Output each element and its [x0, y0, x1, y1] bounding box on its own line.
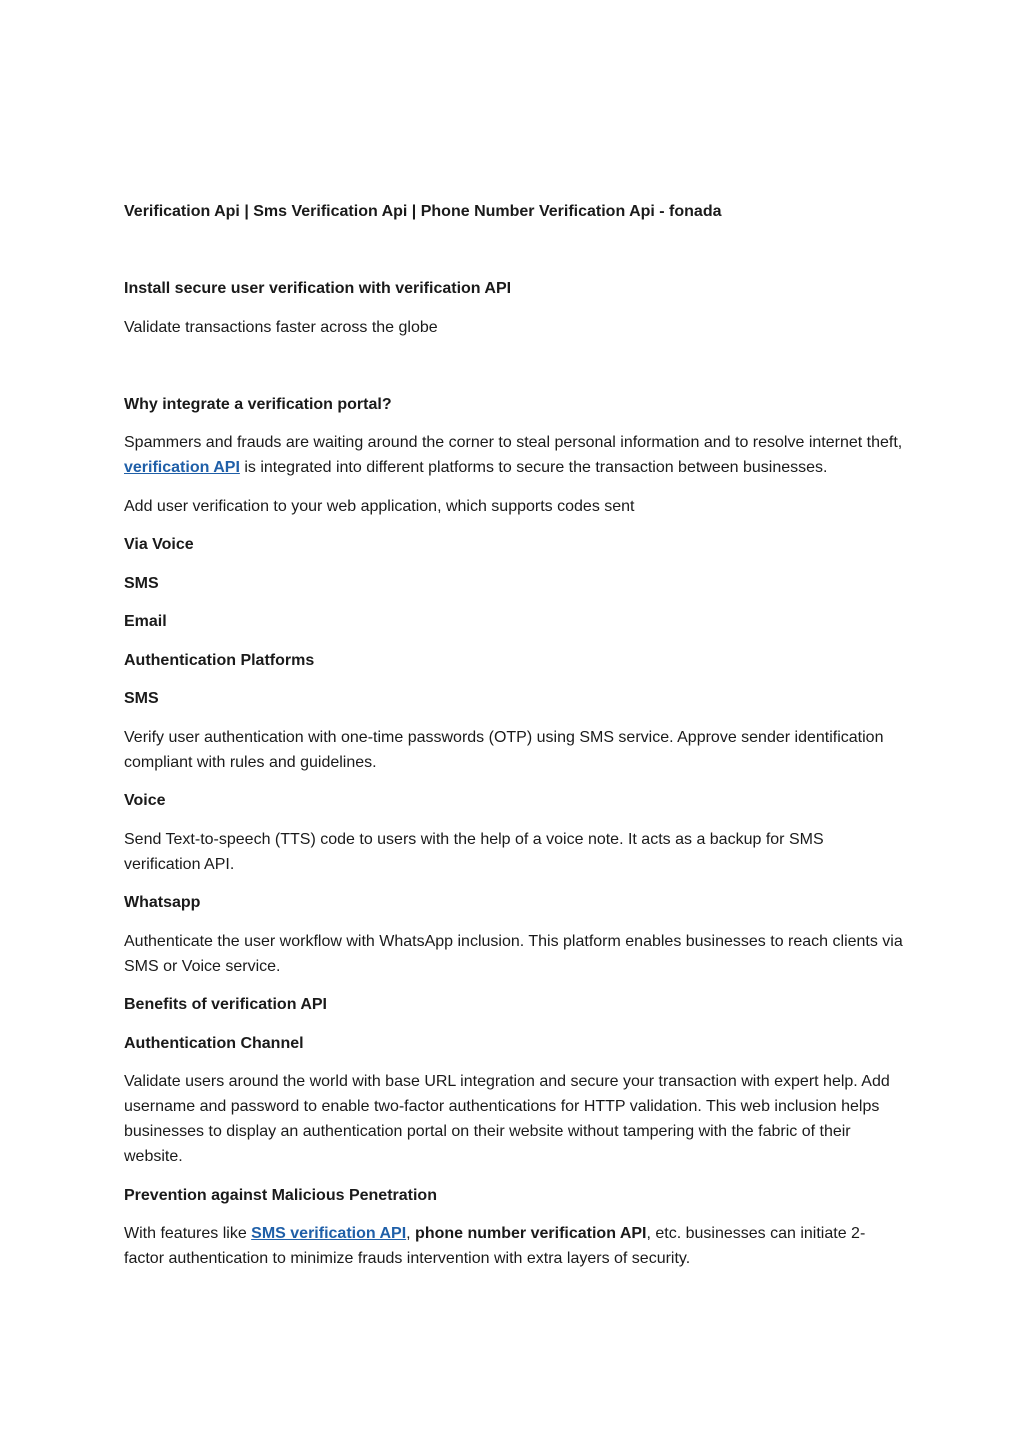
whatsapp-heading: Whatsapp — [124, 894, 201, 911]
document-title: Verification Api | Sms Verification Api | Phone Number Verification Api - fonada — [124, 203, 722, 220]
verification-api-link[interactable]: verification API — [124, 459, 240, 476]
phone-number-verification-api: phone number verification API — [415, 1225, 647, 1242]
platforms-heading: Authentication Platforms — [124, 651, 315, 669]
authentication-channel-heading: Authentication Channel — [124, 1034, 304, 1052]
why-text-after: is integrated into different platforms to secure the transaction between businesses. — [239, 459, 828, 476]
why-paragraph-2: Add user verification to your web application, which supports codes sent — [124, 497, 635, 515]
sms-verification-api-link[interactable]: SMS verification API — [251, 1225, 407, 1242]
why-text-before: Spammers and frauds are waiting around the corner to steal personal information and to resolve internet theft, — [124, 434, 903, 451]
prevention-heading: Prevention against Malicious Penetration — [124, 1186, 437, 1204]
intro-heading: Install secure user verification with verification API — [124, 280, 512, 297]
sms-text: Verify user authentication with one-time passwords (OTP) using SMS service. Approve sender identification compliant with rules and guidelines. — [124, 728, 884, 771]
authentication-channel-text: Validate users around the world with base URL integration and secure your transaction with expert help. Add username and password to enable two-factor authentications for HTTP validation. This web inclusion helps businesses to display an authentication portal on their website without tampering with the fabric of their website. — [124, 1073, 890, 1165]
prevention-text-after: , etc. businesses can initiate 2-factor authentication to minimize frauds intervention with extra layers of security. — [124, 1225, 866, 1267]
why-heading: Why integrate a verification portal? — [124, 395, 392, 413]
channel-email: Email — [124, 613, 167, 630]
sms-heading: SMS — [124, 690, 159, 707]
why-paragraph-1 — [124, 430, 903, 480]
intro-text: Validate transactions faster across the globe — [124, 318, 438, 336]
channel-via-voice: Via Voice — [124, 536, 194, 553]
prevention-separator: , — [406, 1225, 416, 1242]
prevention-text — [124, 1221, 903, 1271]
whatsapp-text: Authenticate the user workflow with WhatsApp inclusion. This platform enables businesses to reach clients via SMS or Voice service. — [124, 932, 903, 975]
benefits-heading: Benefits of verification API — [124, 996, 327, 1013]
channel-sms: SMS — [124, 574, 159, 592]
voice-heading: Voice — [124, 792, 166, 809]
voice-text: Send Text-to-speech (TTS) code to users with the help of a voice note. It acts as a backup for SMS verification API. — [124, 830, 824, 873]
prevention-text-before: With features like — [124, 1225, 252, 1242]
